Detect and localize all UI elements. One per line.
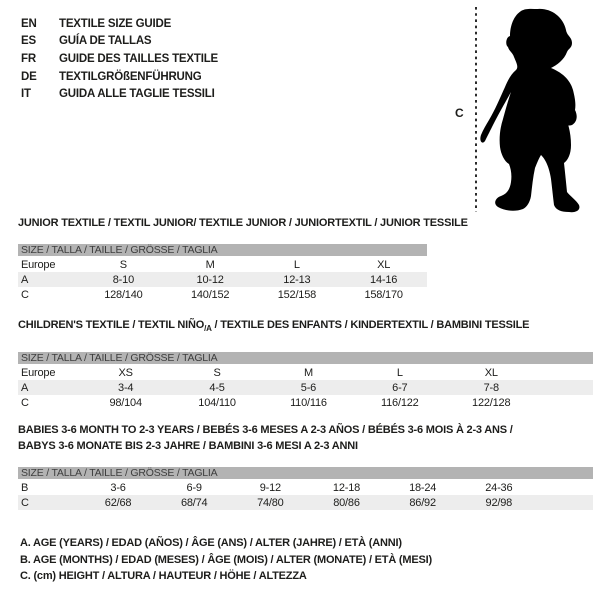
row-label: B xyxy=(21,482,29,494)
table-cell: M xyxy=(205,259,215,271)
table-cell: 152/158 xyxy=(277,288,317,301)
row-label: C xyxy=(21,396,29,409)
table-row-age-years xyxy=(18,272,427,287)
babies-size-table xyxy=(18,467,593,510)
row-label: Europe xyxy=(21,367,56,379)
section-title-children-sub: /A xyxy=(204,324,212,334)
language-row-de xyxy=(21,68,218,86)
language-row-en xyxy=(21,15,218,33)
legend-footnotes xyxy=(20,535,432,585)
table-header-row xyxy=(18,352,593,365)
spacer-cell xyxy=(537,395,593,410)
spacer-cell xyxy=(537,495,593,510)
table-cell: 92/98 xyxy=(461,495,537,510)
section-title-babies xyxy=(18,422,513,454)
section-title-junior: JUNIOR TEXTILE / TEXTIL JUNIOR/ TEXTILE JUNIOR / JUNIORTEXTIL / JUNIOR TESSILE xyxy=(18,217,468,229)
row-label: C xyxy=(18,495,80,510)
table-row-age-months xyxy=(18,480,593,495)
row-label: Europe xyxy=(21,259,56,271)
table-cell: 6-7 xyxy=(354,380,445,395)
language-code: ES xyxy=(21,35,36,48)
guide-title-de: TEXTILGRÖßENFÜHRUNG xyxy=(59,70,202,83)
table-row-europe xyxy=(18,365,593,380)
table-cell: M xyxy=(303,367,313,379)
toddler-silhouette-icon xyxy=(480,5,600,215)
table-cell: 80/86 xyxy=(308,495,384,510)
guide-title-es: GUÍA DE TALLAS xyxy=(59,35,152,48)
guide-title-it: GUIDA ALLE TAGLIE TESSILI xyxy=(59,88,215,101)
table-row-age-years xyxy=(18,380,593,395)
table-cell: 12-18 xyxy=(332,482,361,494)
table-cell: 98/104 xyxy=(109,396,142,409)
table-cell: S xyxy=(119,259,127,271)
table-cell: XL xyxy=(377,259,391,271)
spacer-cell xyxy=(537,380,593,395)
table-header-row xyxy=(18,467,593,480)
section-title-babies-line2: BABYS 3-6 MONATE BIS 2-3 JAHRE / BAMBINI 3-6 MESI A 2-3 ANNI xyxy=(18,440,358,452)
table-cell: XL xyxy=(484,367,498,379)
size-header-band: SIZE / TALLA / TAILLE / GRÖSSE / TAGLIA xyxy=(18,244,427,257)
table-cell: 62/68 xyxy=(80,495,156,510)
table-cell: 104/110 xyxy=(198,396,236,409)
language-code: DE xyxy=(21,70,37,83)
table-cell: 10-12 xyxy=(167,272,254,287)
table-cell: 122/128 xyxy=(472,396,511,409)
table-cell: 3-6 xyxy=(110,482,126,494)
table-cell: S xyxy=(213,367,221,379)
table-cell: 24-36 xyxy=(485,482,513,494)
table-cell: 8-10 xyxy=(80,272,167,287)
section-title-children-post: / TEXTILE DES ENFANTS / KINDERTEXTIL / BAMBINI TESSILE xyxy=(211,319,530,331)
table-cell: 7-8 xyxy=(446,380,537,395)
section-title-babies-line1: BABIES 3-6 MONTH TO 2-3 YEARS / BEBÉS 3-6 MESES A 2-3 AÑOS / BÉBÉS 3-6 MOIS À 2-3 ANS / xyxy=(18,424,513,436)
table-cell: 128/140 xyxy=(104,288,143,301)
table-cell: L xyxy=(293,259,300,271)
language-code: FR xyxy=(21,52,36,65)
footnote-height-cm: C. (cm) HEIGHT / ALTURA / HAUTEUR / HÖHE / ALTEZZA xyxy=(20,570,307,582)
guide-title-fr: GUIDE DES TAILLES TEXTILE xyxy=(59,52,218,65)
table-cell: 110/116 xyxy=(290,396,327,409)
language-code: EN xyxy=(21,17,37,30)
language-title-list xyxy=(21,15,218,103)
row-label: C xyxy=(21,288,29,301)
size-header-band: SIZE / TALLA / TAILLE / GRÖSSE / TAGLIA xyxy=(18,467,593,480)
row-label: A xyxy=(18,272,80,287)
table-cell: L xyxy=(396,367,403,379)
size-header-band: SIZE / TALLA / TAILLE / GRÖSSE / TAGLIA xyxy=(18,352,593,365)
table-cell: XS xyxy=(118,367,133,379)
height-measure-label: C xyxy=(455,106,464,120)
table-cell: 18-24 xyxy=(409,482,437,494)
footnote-age-months: B. AGE (MONTHS) / EDAD (MESES) / ÂGE (MOIS) / ALTER (MONATE) / ETÀ (MESI) xyxy=(20,553,432,566)
table-cell: 158/170 xyxy=(364,288,403,301)
table-cell: 68/74 xyxy=(156,495,232,510)
table-cell: 116/122 xyxy=(381,396,419,409)
table-cell: 9-12 xyxy=(259,482,281,494)
language-code: IT xyxy=(21,88,31,101)
table-header-row xyxy=(18,244,427,257)
spacer-cell xyxy=(537,480,593,495)
children-size-table xyxy=(18,352,593,410)
language-row-fr xyxy=(21,50,218,68)
section-title-children-pre: CHILDREN'S TEXTILE / TEXTIL NIÑO xyxy=(18,319,205,331)
table-cell: 12-13 xyxy=(254,272,341,287)
table-cell: 4-5 xyxy=(171,380,262,395)
guide-title-en: TEXTILE SIZE GUIDE xyxy=(59,17,172,30)
spacer-cell xyxy=(537,365,593,380)
junior-size-table xyxy=(18,244,427,302)
table-cell: 140/152 xyxy=(190,288,230,301)
language-row-it xyxy=(21,85,218,103)
table-row-height-cm xyxy=(18,395,593,410)
table-cell: 3-4 xyxy=(80,380,171,395)
footnote-age-years: A. AGE (YEARS) / EDAD (AÑOS) / ÂGE (ANS) / ALTER (JAHRE) / ETÀ (ANNI) xyxy=(20,537,402,549)
language-row-es xyxy=(21,33,218,51)
table-row-height-cm xyxy=(18,287,427,302)
table-cell: 74/80 xyxy=(232,495,308,510)
table-row-europe xyxy=(18,257,427,272)
table-cell: 6-9 xyxy=(186,482,202,494)
row-label: A xyxy=(18,380,80,395)
table-cell: 86/92 xyxy=(385,495,461,510)
section-title-children xyxy=(18,317,529,337)
table-row-height-cm xyxy=(18,495,593,510)
table-cell: 5-6 xyxy=(263,380,354,395)
table-cell: 14-16 xyxy=(340,272,427,287)
